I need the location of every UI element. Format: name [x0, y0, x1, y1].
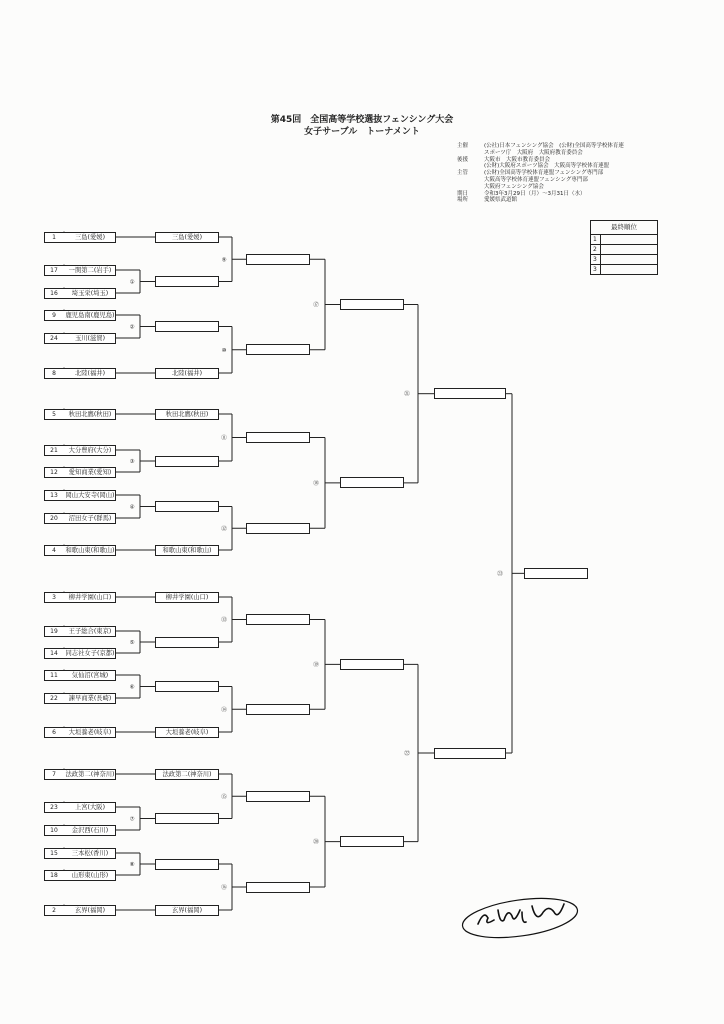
- seed-number: 21: [50, 446, 58, 454]
- round2-box: [246, 882, 310, 893]
- seed-number: 17: [50, 266, 58, 274]
- info-label: 主催: [457, 143, 469, 149]
- match-number-r1: ①: [129, 279, 135, 286]
- match-number-r3: ⑳: [313, 839, 319, 846]
- seed-number: 10: [50, 826, 58, 834]
- seed-number: 11: [50, 671, 58, 679]
- round3-box: [340, 477, 404, 488]
- school-name: 沼田女子(群馬): [68, 514, 112, 522]
- info-label: 場所: [457, 197, 469, 204]
- rank-label: 3: [593, 256, 597, 263]
- match-number-r1: ②: [129, 324, 135, 331]
- round1-box-name: 法政第二(神奈川): [162, 770, 212, 778]
- seed-number: 15: [50, 849, 58, 857]
- rank-label: 2: [593, 246, 597, 253]
- match-number-r1: ④: [129, 504, 135, 511]
- match-number-r2: ⑨: [221, 257, 227, 264]
- round4-box: [434, 748, 506, 759]
- info-value: 大阪市 大阪市教育委員会: [484, 156, 551, 163]
- round1-box-name: 玄界(福岡): [171, 906, 203, 914]
- seed-number: 9: [52, 311, 56, 319]
- match-number-r2: ⑭: [221, 707, 227, 714]
- match-number-r2: ⑯: [221, 885, 227, 891]
- seed-number: 24: [50, 334, 58, 342]
- seed-number: 6: [52, 728, 56, 736]
- round2-box: [246, 791, 310, 802]
- page-title: 第45回 全国高等学校選抜フェンシング大会: [270, 115, 454, 125]
- match-number-r2: ⑫: [221, 526, 227, 533]
- round2-box: [246, 344, 310, 355]
- info-value: (公財)全国高等学校体育連盟フェンシング専門部: [484, 170, 604, 177]
- champion-box: [524, 568, 588, 579]
- school-name: 金沢西(石川): [71, 826, 109, 834]
- seed-number: 2: [52, 906, 56, 914]
- seed-number: 1: [52, 233, 56, 241]
- school-name: 三島(愛媛): [74, 233, 106, 241]
- match-number-r2: ⑮: [221, 794, 227, 801]
- match-number-r2: ⑪: [221, 435, 227, 442]
- round2-box: [246, 432, 310, 443]
- round1-box-name: [155, 501, 219, 512]
- school-name: 山形東(山形): [71, 871, 109, 879]
- match-number-r1: ⑥: [129, 684, 135, 691]
- school-name: 鹿児島南(鹿児島): [65, 311, 115, 319]
- info-value: 大阪高等学校体育連盟フェンシング専門部: [484, 177, 588, 183]
- school-name: 柳井学園(山口): [68, 593, 112, 601]
- round2-box: [246, 523, 310, 534]
- round2-box: [246, 614, 310, 625]
- match-number-r1: ⑤: [129, 640, 135, 646]
- school-name: 一関第二(岩手): [68, 266, 112, 274]
- info-value: 大阪府フェンシング協会: [484, 183, 544, 190]
- seed-number: 22: [50, 694, 58, 702]
- school-name: 愛知商業(愛知): [68, 468, 112, 476]
- match-number-r1: ③: [129, 459, 135, 465]
- info-label: 後援: [457, 156, 469, 163]
- round1-box-name: [155, 859, 219, 870]
- seed-number: 4: [52, 546, 56, 554]
- school-name: 岡山大安寺(岡山): [65, 491, 115, 499]
- school-name: 三本松(香川): [71, 849, 109, 857]
- school-name: 玄界(福岡): [74, 906, 106, 914]
- info-value: (公社)日本フェンシング協会 (公財)全国高等学校体育連: [484, 143, 624, 149]
- school-name: 気仙沼(宮城): [71, 671, 109, 679]
- round1-box-name: 三島(愛媛): [171, 233, 203, 241]
- rank-label: 3: [593, 266, 597, 273]
- seed-number: 23: [50, 803, 58, 811]
- match-number-r2: ⑬: [221, 617, 227, 624]
- seed-number: 13: [50, 491, 58, 499]
- school-name: 秋田北鷹(秋田): [68, 410, 112, 418]
- round3-box: [340, 659, 404, 670]
- round1-box-name: 北陸(福井): [171, 369, 203, 377]
- match-number-final: ㉓: [497, 571, 503, 578]
- school-name: 法政第二(神奈川): [65, 770, 115, 778]
- info-value: 令和3年3月29日（月）～3月31日（水）: [484, 190, 586, 197]
- school-name: 諫早商業(長崎): [68, 694, 112, 702]
- seed-number: 3: [52, 593, 56, 601]
- seed-number: 20: [50, 514, 58, 522]
- info-label: 主管: [457, 170, 469, 177]
- seed-number: 7: [52, 770, 56, 778]
- round4-box: [434, 388, 506, 399]
- seed-number: 12: [50, 468, 58, 476]
- match-number-r1: ⑦: [129, 816, 135, 823]
- round1-box-name: [155, 637, 219, 648]
- seed-number: 18: [50, 871, 58, 879]
- seed-number: 5: [52, 410, 56, 418]
- match-number-r3: ⑲: [313, 662, 319, 669]
- round1-box-name: 秋田北鷹(秋田): [165, 410, 209, 418]
- page-subtitle: 女子サーブル トーナメント: [304, 127, 420, 137]
- seed-number: 19: [50, 627, 58, 635]
- school-name: 埼玉栄(埼玉): [71, 289, 109, 297]
- school-name: 玉川(滋賀): [74, 334, 106, 342]
- round1-box-name: [155, 813, 219, 824]
- round1-box-name: 大垣養老(岐阜): [165, 728, 209, 736]
- match-number-r4: ㉒: [404, 751, 410, 757]
- round3-box: [340, 836, 404, 847]
- school-name: 王子総合(東京): [68, 627, 112, 635]
- school-name: 和歌山東(和歌山): [65, 546, 115, 554]
- seed-number: 16: [50, 289, 58, 297]
- round1-box-name: 柳井学園(山口): [165, 593, 209, 601]
- school-name: 北陸(福井): [74, 369, 106, 377]
- round3-box: [340, 299, 404, 310]
- round1-box-name: [155, 276, 219, 287]
- ranking-title: 最終順位: [591, 221, 657, 235]
- school-name: 同志社女子(京都): [65, 649, 115, 657]
- round1-box-name: [155, 456, 219, 467]
- round2-box: [246, 704, 310, 715]
- school-name: 大垣養老(岐阜): [68, 728, 112, 736]
- match-number-r4: ㉑: [404, 391, 410, 398]
- round1-box-name: 和歌山東(和歌山): [162, 546, 212, 554]
- info-label: 期日: [457, 190, 469, 197]
- seed-number: 14: [50, 649, 58, 657]
- match-number-r3: ⑱: [313, 480, 319, 487]
- round1-box-name: [155, 321, 219, 332]
- round1-box-name: [155, 681, 219, 692]
- info-value: 愛媛県武道館: [484, 197, 518, 204]
- match-number-r3: ⑰: [313, 302, 319, 309]
- info-value: スポーツ庁 大阪府 大阪府教育委員会: [484, 149, 583, 156]
- seed-number: 8: [52, 369, 56, 377]
- match-number-r2: ⑩: [221, 347, 227, 354]
- rank-label: 1: [593, 236, 597, 243]
- match-number-r1: ⑧: [129, 862, 135, 868]
- info-value: (公財)大阪府スポーツ協会 大阪高等学校体育連盟: [484, 163, 610, 170]
- school-name: 大分豊府(大分): [68, 446, 112, 454]
- school-name: 上宮(大阪): [74, 803, 106, 811]
- round2-box: [246, 254, 310, 265]
